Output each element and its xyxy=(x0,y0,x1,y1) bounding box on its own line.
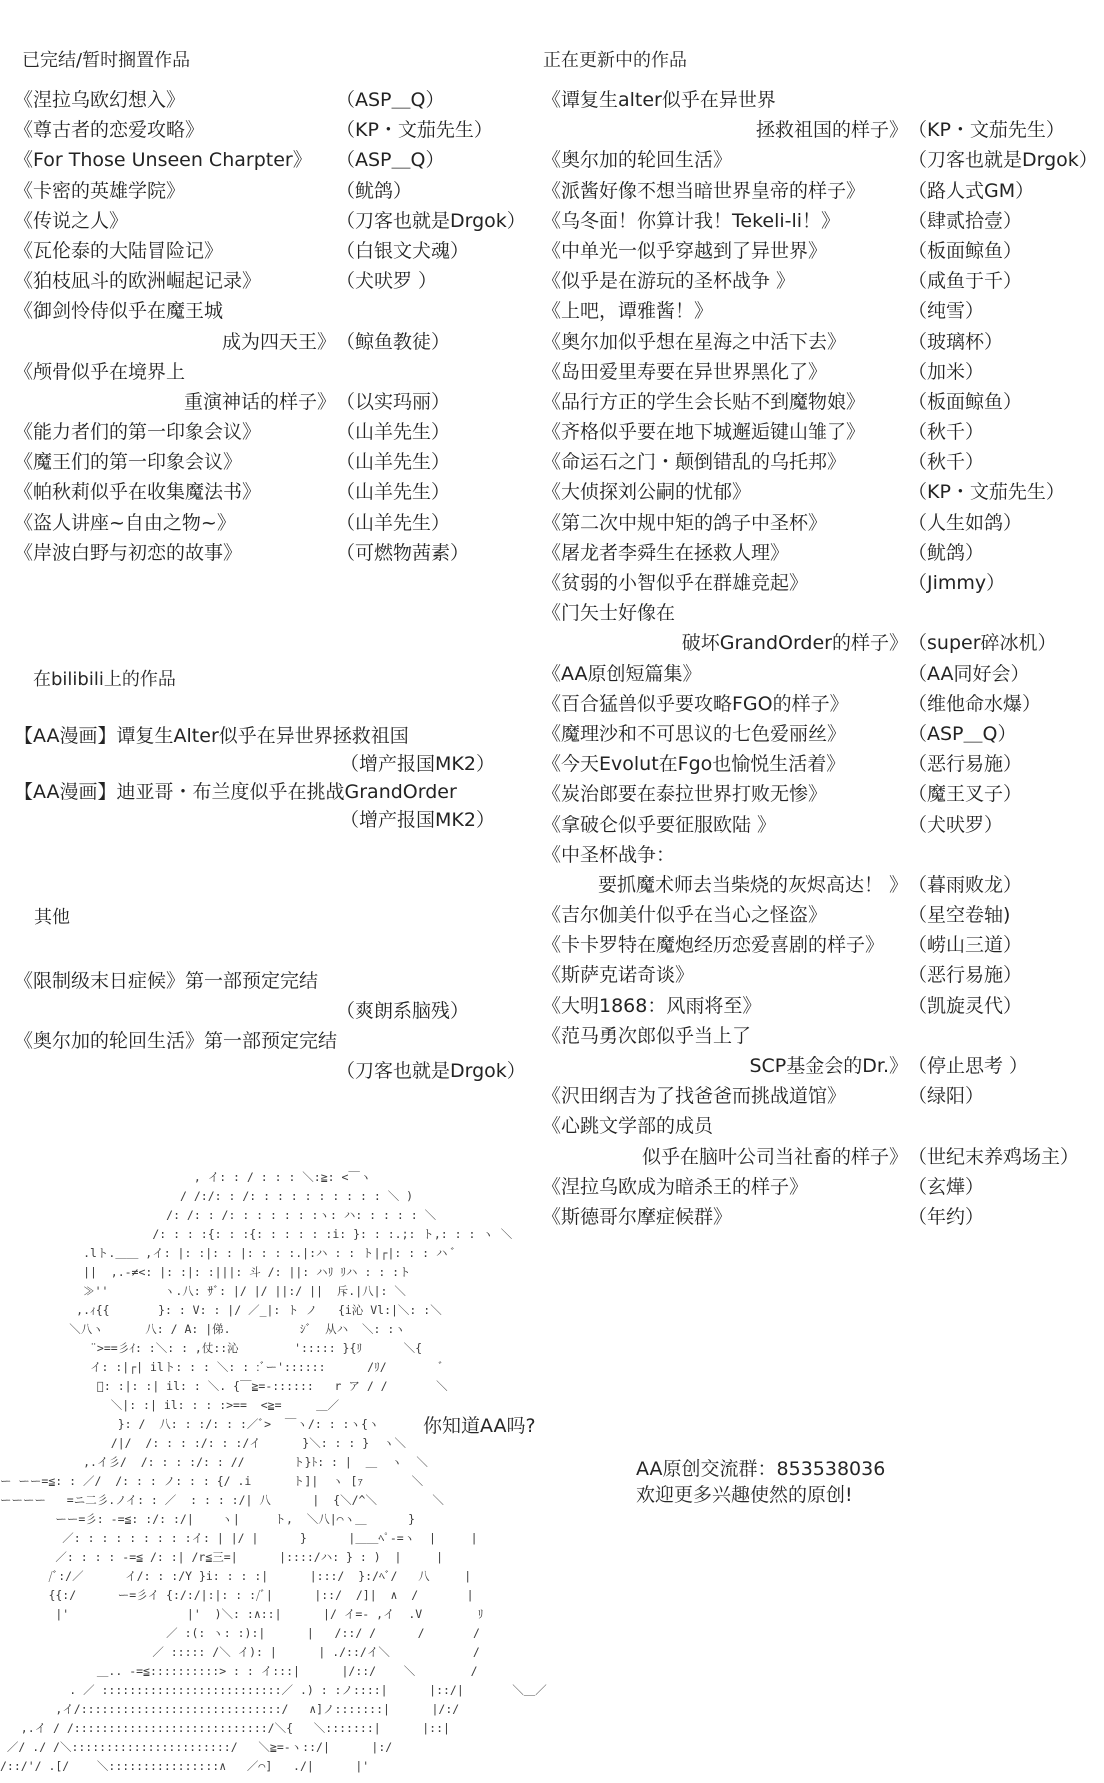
work-title: 《颅骨似乎在境界上 xyxy=(14,360,186,383)
list-item xyxy=(542,296,1098,326)
list-item xyxy=(542,749,1098,779)
work-title: 《吉尔伽美什似乎在当心之怪盗》 xyxy=(542,904,828,927)
work-title: 《斯萨克诺奇谈》 xyxy=(542,964,695,987)
list-item xyxy=(14,145,526,175)
work-title: 《似乎是在游玩的圣杯战争 》 xyxy=(542,270,796,293)
work-title-continuation: 似乎在脑叶公司当社畜的样子》 xyxy=(641,1145,908,1168)
list-item-continuation xyxy=(542,115,1098,145)
author-name: （KP・文茄先生） xyxy=(908,481,1065,504)
list-item-author-line xyxy=(14,1056,526,1086)
work-title: 《命运石之门・颠倒错乱的乌托邦》 xyxy=(542,451,847,474)
work-title-continuation: SCP基金会的Dr.》 xyxy=(749,1055,908,1077)
author-name: （犬吠罗） xyxy=(908,813,1004,836)
work-title: 《帕秋莉似乎在收集魔法书》 xyxy=(14,481,262,504)
ascii-art-line: ¨>==彡ｲ: :＼: : ,仗::沁 '::::: }{ﾘ ＼{ xyxy=(0,1341,423,1355)
list-item-continuation xyxy=(14,327,526,357)
ascii-art-line: ／ :(: ヽ: :):| | /::/ / / / xyxy=(0,1626,480,1640)
other-works-list xyxy=(14,966,526,1086)
work-title: 《卡卡罗特在魔炮经历恋爱喜剧的样子》 xyxy=(542,934,885,957)
work-title: 《沢田纲吉为了找爸爸而挑战道馆》 xyxy=(542,1085,847,1108)
ascii-art-line: }: / 八: : :/: : :／ﾞ> ￣ヽ/: : :ヽ{ヽ xyxy=(0,1417,380,1431)
author-name: （AA同好会） xyxy=(908,662,1030,685)
ascii-art-line: ／/ ./ /＼:::::::::::::::::::::::/ ＼≧=-ヽ::/| |:/ xyxy=(0,1740,393,1754)
list-item xyxy=(542,176,1098,206)
author-name: （山羊先生） xyxy=(336,511,451,534)
ascii-art-line: /: /: : /: : : : : : :ヽ: ハ: : : : : ＼ xyxy=(0,1208,437,1222)
ascii-art-line: /ﾞ:/／ イ/: : :/Y }i: : : :| |:::/ }:/ﾍﾞ/ 八 | xyxy=(0,1569,472,1583)
work-title: 《传说之人》 xyxy=(14,209,129,232)
list-item xyxy=(14,357,526,387)
work-title: 《心跳文学部的成员 xyxy=(542,1115,714,1138)
author-name: （KP・文茄先生） xyxy=(908,119,1065,142)
work-title: 《大明1868：风雨将至》 xyxy=(542,994,762,1017)
list-item xyxy=(542,236,1098,266)
list-item xyxy=(542,85,1098,115)
ascii-art-line: / /:/: : /: : : : : : : : : : ＼ ) xyxy=(0,1189,414,1203)
author-name: （可燃物茜素） xyxy=(336,541,470,564)
author-name: （Jimmy） xyxy=(908,572,1006,594)
author-name: （山羊先生） xyxy=(336,481,451,504)
author-name: （人生如鸽） xyxy=(908,511,1023,534)
author-name: （板面鲸鱼） xyxy=(908,239,1023,262)
list-item xyxy=(542,145,1098,175)
author-name: （鱿鸽） xyxy=(908,541,985,564)
list-item xyxy=(542,1172,1098,1202)
list-item xyxy=(542,598,1098,628)
author-name: （super碎冰机） xyxy=(908,632,1057,655)
work-title: 《中圣杯战争： xyxy=(542,843,676,866)
list-item-continuation xyxy=(14,387,526,417)
work-title: 《AA原创短篇集》 xyxy=(542,662,702,685)
author-name: （年约） xyxy=(908,1205,985,1228)
ascii-art-line: ≫'' ヽ.八: ｻﾞ: |/ |/ ||:/ || 斥.|八|: ＼ xyxy=(0,1284,406,1298)
list-item xyxy=(14,508,526,538)
author-name: （维他命水爆） xyxy=(908,692,1042,715)
list-item xyxy=(14,778,495,806)
list-item xyxy=(542,1111,1098,1141)
updating-works-list xyxy=(542,85,1098,1232)
author-name: （增产报国MK2） xyxy=(340,753,495,775)
work-title: 【AA漫画】谭复生Alter似乎在异世界拯救祖国 xyxy=(14,725,409,747)
author-name: （增产报国MK2） xyxy=(340,809,495,831)
author-name: （爽朗系脑残） xyxy=(336,1000,470,1022)
work-title: 《狛枝凪斗的欧洲崛起记录》 xyxy=(14,270,262,293)
work-title: 【AA漫画】迪亚哥・布兰度似乎在挑战GrandOrder xyxy=(14,781,457,803)
work-title-continuation: 重演神话的样子》 xyxy=(183,390,336,413)
ascii-art-line: , イ: : / : : : ＼:≧: <￣ヽ xyxy=(0,1170,372,1184)
list-item xyxy=(542,991,1098,1021)
list-item-continuation xyxy=(542,1142,1098,1172)
list-item xyxy=(14,266,526,296)
author-name: （肆贰拾壹） xyxy=(908,209,1023,232)
author-name: （鱿鸽） xyxy=(336,179,413,202)
list-item xyxy=(542,387,1098,417)
work-title: 《上吧，谭雅酱！》 xyxy=(542,300,714,323)
ascii-art-line: ／: : : : : : : : :イ: | |/ | } |＿＿ﾍﾟ-=ヽ | | xyxy=(0,1531,478,1545)
author-name: （崂山三道） xyxy=(908,934,1023,957)
work-title: 《岸波白野与初恋的故事》 xyxy=(14,541,243,564)
author-name: （星空卷轴) xyxy=(908,904,1011,927)
work-title-continuation: 拯救祖国的样子》 xyxy=(755,119,908,142)
list-item xyxy=(542,357,1098,387)
author-name: （路人式GM） xyxy=(908,179,1035,202)
ascii-art-line: ,イ/:::::::::::::::::::::::::::::/ ∧]ノ:::::::| |/:/ xyxy=(0,1702,460,1716)
list-item xyxy=(542,930,1098,960)
ascii-art-line: .lト.＿＿ ,イ: |: :|: : |: : : :.|:ハ : : ト|┌|: : : ハ ﾞ xyxy=(0,1246,457,1260)
author-name: （ASP＿Q） xyxy=(336,149,445,172)
list-item xyxy=(14,417,526,447)
completed-works-heading: 已完结/暂时搁置作品 xyxy=(22,50,191,71)
work-title-continuation: 要抓魔术师去当柴烧的灰烬高达！ 》 xyxy=(597,873,908,896)
list-item-author-line xyxy=(14,996,526,1026)
author-name: （咸鱼于千） xyxy=(908,270,1023,293)
author-name: （世纪末养鸡场主） xyxy=(908,1145,1080,1168)
bilibili-works-heading: 在bilibili上的作品 xyxy=(33,669,176,690)
ascii-art-line: ,.イ彡/ /: : : :/: : // ト}ﾄ: : | ＿ ヽ ＼ xyxy=(0,1455,428,1469)
author-name: （鲸鱼教徒） xyxy=(336,330,451,353)
ascii-art-line: ／ ::::: /＼ イ): | | ./::/イ＼ / xyxy=(0,1645,480,1659)
list-item-continuation xyxy=(542,1051,1098,1081)
list-item xyxy=(542,538,1098,568)
list-item xyxy=(542,779,1098,809)
work-title-continuation: 破坏GrandOrder的样子》 xyxy=(681,632,908,655)
author-name: （犬吠罗 ） xyxy=(336,270,438,293)
work-title: 《齐格似乎要在地下城邂逅键山雏了》 xyxy=(542,421,866,444)
list-item xyxy=(542,417,1098,447)
work-title: 《范马勇次郎似乎当上了 xyxy=(542,1024,752,1047)
author-name: （恶行易施） xyxy=(908,964,1023,987)
aa-question-text: 你知道AA吗? xyxy=(423,1415,536,1437)
author-name: （白银文犬魂） xyxy=(336,239,470,262)
work-title-continuation: 成为四天王》 xyxy=(221,330,336,353)
author-name: （魔王叉子） xyxy=(908,783,1023,806)
ascii-art-line: /::/'/ .[/ ＼::::::::::::::::∧ ／⌒] ./| |' xyxy=(0,1759,370,1773)
author-name: （暮雨败龙） xyxy=(908,873,1023,896)
completed-works-list xyxy=(14,85,526,568)
ascii-art-line: /|/ /: : : :/: : :/イ }＼: : : } ヽ＼ xyxy=(0,1436,407,1450)
list-item xyxy=(542,447,1098,477)
work-title: 《For Those Unseen Charpter》 xyxy=(14,149,312,172)
ascii-art-line: . ／ ::::::::::::::::::::::::::／ .) : :ノ::::| |::/| ＼＿／ xyxy=(0,1683,547,1697)
work-title: 《涅拉乌欧成为暗杀王的样子》 xyxy=(542,1175,809,1198)
work-title: 《贫弱的小智似乎在群雄竞起》 xyxy=(542,572,809,594)
ascii-art-line: ＿.. -=≦::::::::::> : : イ:::| |/::/ ＼ / xyxy=(0,1664,478,1678)
work-title: 《乌冬面！你算计我！Tekeli-li！》 xyxy=(542,209,841,232)
list-item xyxy=(14,447,526,477)
work-title: 《奥尔加似乎想在星海之中活下去》 xyxy=(542,330,847,353)
ascii-art-line: ーーーー =ニ二彡.ノイ: : ／ : : : :/| 八 | {＼/^＼ ＼ xyxy=(0,1493,444,1507)
list-item-continuation xyxy=(542,870,1098,900)
author-name: （ASP＿Q） xyxy=(336,89,445,111)
author-name: （加米） xyxy=(908,360,985,383)
work-title: 《第二次中规中矩的鸽子中圣杯》 xyxy=(542,511,828,534)
author-name: （纯雪） xyxy=(908,300,985,323)
aa-group-number-text: AA原创交流群：853538036 xyxy=(636,1458,886,1480)
work-title: 《奥尔加的轮回生活》第一部预定完结 xyxy=(14,1030,338,1052)
ascii-art-line: ／: : : : -=≦ /: :| /r≦三=| |::::/ハ: } : ) | | xyxy=(0,1550,443,1564)
author-name: （玄燁） xyxy=(908,1175,985,1198)
ascii-art-line: ＼八ヽ 八: / A: |俤. ｼﾞ 从ハ ＼: :ヽ xyxy=(0,1322,406,1336)
work-title: 《拿破仑似乎要征服欧陆 》 xyxy=(542,813,777,836)
author-name: （刀客也就是Drgok） xyxy=(336,209,526,232)
work-title: 《限制级末日症候》第一部预定完结 xyxy=(14,970,319,992)
ascii-art-line: ー ーー=≦: : ／/ /: : : ノ: : : {/ .i ト]| ヽ [ｧ ＼ xyxy=(0,1474,424,1488)
list-item xyxy=(542,1021,1098,1051)
ascii-art-line: ,.イ / /::::::::::::::::::::::::::::/＼{ ＼:::::::| |::| xyxy=(0,1721,450,1735)
list-item xyxy=(542,477,1098,507)
list-item xyxy=(14,236,526,266)
list-item xyxy=(14,477,526,507)
work-title: 《谭复生alter似乎在异世界 xyxy=(542,89,776,111)
work-title: 《品行方正的学生会长贴不到魔物娘》 xyxy=(542,390,866,413)
author-name: （刀客也就是Drgok） xyxy=(336,1060,526,1082)
list-item xyxy=(14,538,526,568)
list-item-author-line xyxy=(14,750,495,778)
other-works-heading: 其他 xyxy=(34,907,70,928)
ascii-art-line: /: : : :{: : :{: : : : : :i: }: : :.;: ト,: : : ヽ ＼ xyxy=(0,1227,513,1241)
author-name: （秋千） xyxy=(908,451,985,474)
work-title: 《尊古者的恋爱攻略》 xyxy=(14,119,205,142)
author-name: （刀客也就是Drgok） xyxy=(908,149,1098,172)
author-name: （ASP＿Q） xyxy=(908,722,1017,745)
list-item xyxy=(542,719,1098,749)
list-item xyxy=(542,266,1098,296)
work-title: 《炭治郎要在泰拉世界打败无惨》 xyxy=(542,783,828,806)
author-name: （秋千） xyxy=(908,421,985,444)
work-title: 《奥尔加的轮回生活》 xyxy=(542,149,733,172)
list-item xyxy=(14,1026,526,1056)
list-item xyxy=(14,115,526,145)
ascii-art-line: ーー=彡: -=≦: :/: :/| ヽ| ト, ＼八|⌒ヽ＿ } xyxy=(0,1512,416,1526)
list-item xyxy=(14,296,526,326)
ascii-art-line: ﾞ: :|: :| il: : ＼. {￣≧=-:::::: r ア / / ＼ xyxy=(0,1379,448,1393)
list-item xyxy=(542,1202,1098,1232)
list-item xyxy=(542,508,1098,538)
list-item xyxy=(542,659,1098,689)
list-item xyxy=(542,1081,1098,1111)
list-item-continuation xyxy=(542,628,1098,658)
list-item xyxy=(14,176,526,206)
list-item xyxy=(14,722,495,750)
work-title: 《派酱好像不想当暗世界皇帝的样子》 xyxy=(542,179,866,202)
ascii-art-line: ＼|: :| il: : : :>== <≧= ＿／ xyxy=(0,1398,340,1412)
author-name: （山羊先生） xyxy=(336,451,451,474)
list-item xyxy=(542,960,1098,990)
author-name: （山羊先生） xyxy=(336,421,451,444)
author-name: （停止思考 ） xyxy=(908,1055,1029,1077)
work-title: 《岛田爱里寿要在异世界黑化了》 xyxy=(542,360,828,383)
author-name: （凯旋灵代） xyxy=(908,994,1023,1017)
list-item-author-line xyxy=(14,806,495,834)
work-title: 《盗人讲座~自由之物~》 xyxy=(14,511,236,534)
author-name: （板面鲸鱼） xyxy=(908,390,1023,413)
list-item xyxy=(542,327,1098,357)
work-title: 《瓦伦泰的大陆冒险记》 xyxy=(14,239,224,262)
work-title: 《门矢士好像在 xyxy=(542,602,676,625)
work-title: 《卡密的英雄学院》 xyxy=(14,179,186,202)
list-item xyxy=(542,900,1098,930)
ascii-art-line: || ,.-≠<: |: :|: :|||: 斗 /: ||: ハﾘ ﾘハ : : :ト xyxy=(0,1265,411,1279)
work-title: 《御剑怜侍似乎在魔王城 xyxy=(14,300,224,323)
list-item xyxy=(14,966,526,996)
work-title: 《今天Evolut在Fgo也愉悦生活着》 xyxy=(542,753,846,776)
ascii-art-line: |' |' )＼: :∧::| |/ イ=- ,イ .V ﾘ xyxy=(0,1607,484,1621)
work-title: 《魔王们的第一印象会议》 xyxy=(14,451,243,474)
list-item xyxy=(542,568,1098,598)
list-item xyxy=(542,689,1098,719)
work-title: 《斯德哥尔摩症候群》 xyxy=(542,1205,733,1228)
author-name: （KP・文茄先生） xyxy=(336,119,493,142)
ascii-art-line: {{:/ ー=彡イ {:/:/|:|: : :/ﾞ| |::/ /]| ∧ / | xyxy=(0,1588,474,1602)
ascii-art-line: ,.ｨ{{ }: : V: : |/ ／_|: ト ノ {i沁 Vl:|＼: :＼ xyxy=(0,1303,442,1317)
list-item xyxy=(542,206,1098,236)
author-name: （以实玛丽） xyxy=(336,390,451,413)
work-title: 《能力者们的第一印象会议》 xyxy=(14,421,262,444)
list-item xyxy=(14,206,526,236)
updating-works-heading: 正在更新中的作品 xyxy=(543,50,687,71)
author-name: （恶行易施） xyxy=(908,753,1023,776)
list-item xyxy=(542,840,1098,870)
list-item xyxy=(542,810,1098,840)
work-title: 《百合猛兽似乎要攻略FGO的样子》 xyxy=(542,692,849,715)
work-title: 《涅拉乌欧幻想入》 xyxy=(14,89,186,111)
work-title: 《大侦探刘公嗣的忧郁》 xyxy=(542,481,752,504)
ascii-art-line: イ: :|┌| ilト: : : ＼: : :ﾞー':::::: /ﾘ/ ﾞ xyxy=(0,1360,444,1374)
author-name: （玻璃杯） xyxy=(908,330,1004,353)
work-title: 《中单光一似乎穿越到了异世界》 xyxy=(542,239,828,262)
work-title: 《魔理沙和不可思议的七色爱丽丝》 xyxy=(542,722,847,745)
bilibili-works-list xyxy=(14,722,495,834)
work-title: 《屠龙者李舜生在拯救人理》 xyxy=(542,541,790,564)
welcome-text: 欢迎更多兴趣使然的原创! xyxy=(636,1484,853,1506)
author-name: （绿阳） xyxy=(908,1085,985,1108)
list-item xyxy=(14,85,526,115)
